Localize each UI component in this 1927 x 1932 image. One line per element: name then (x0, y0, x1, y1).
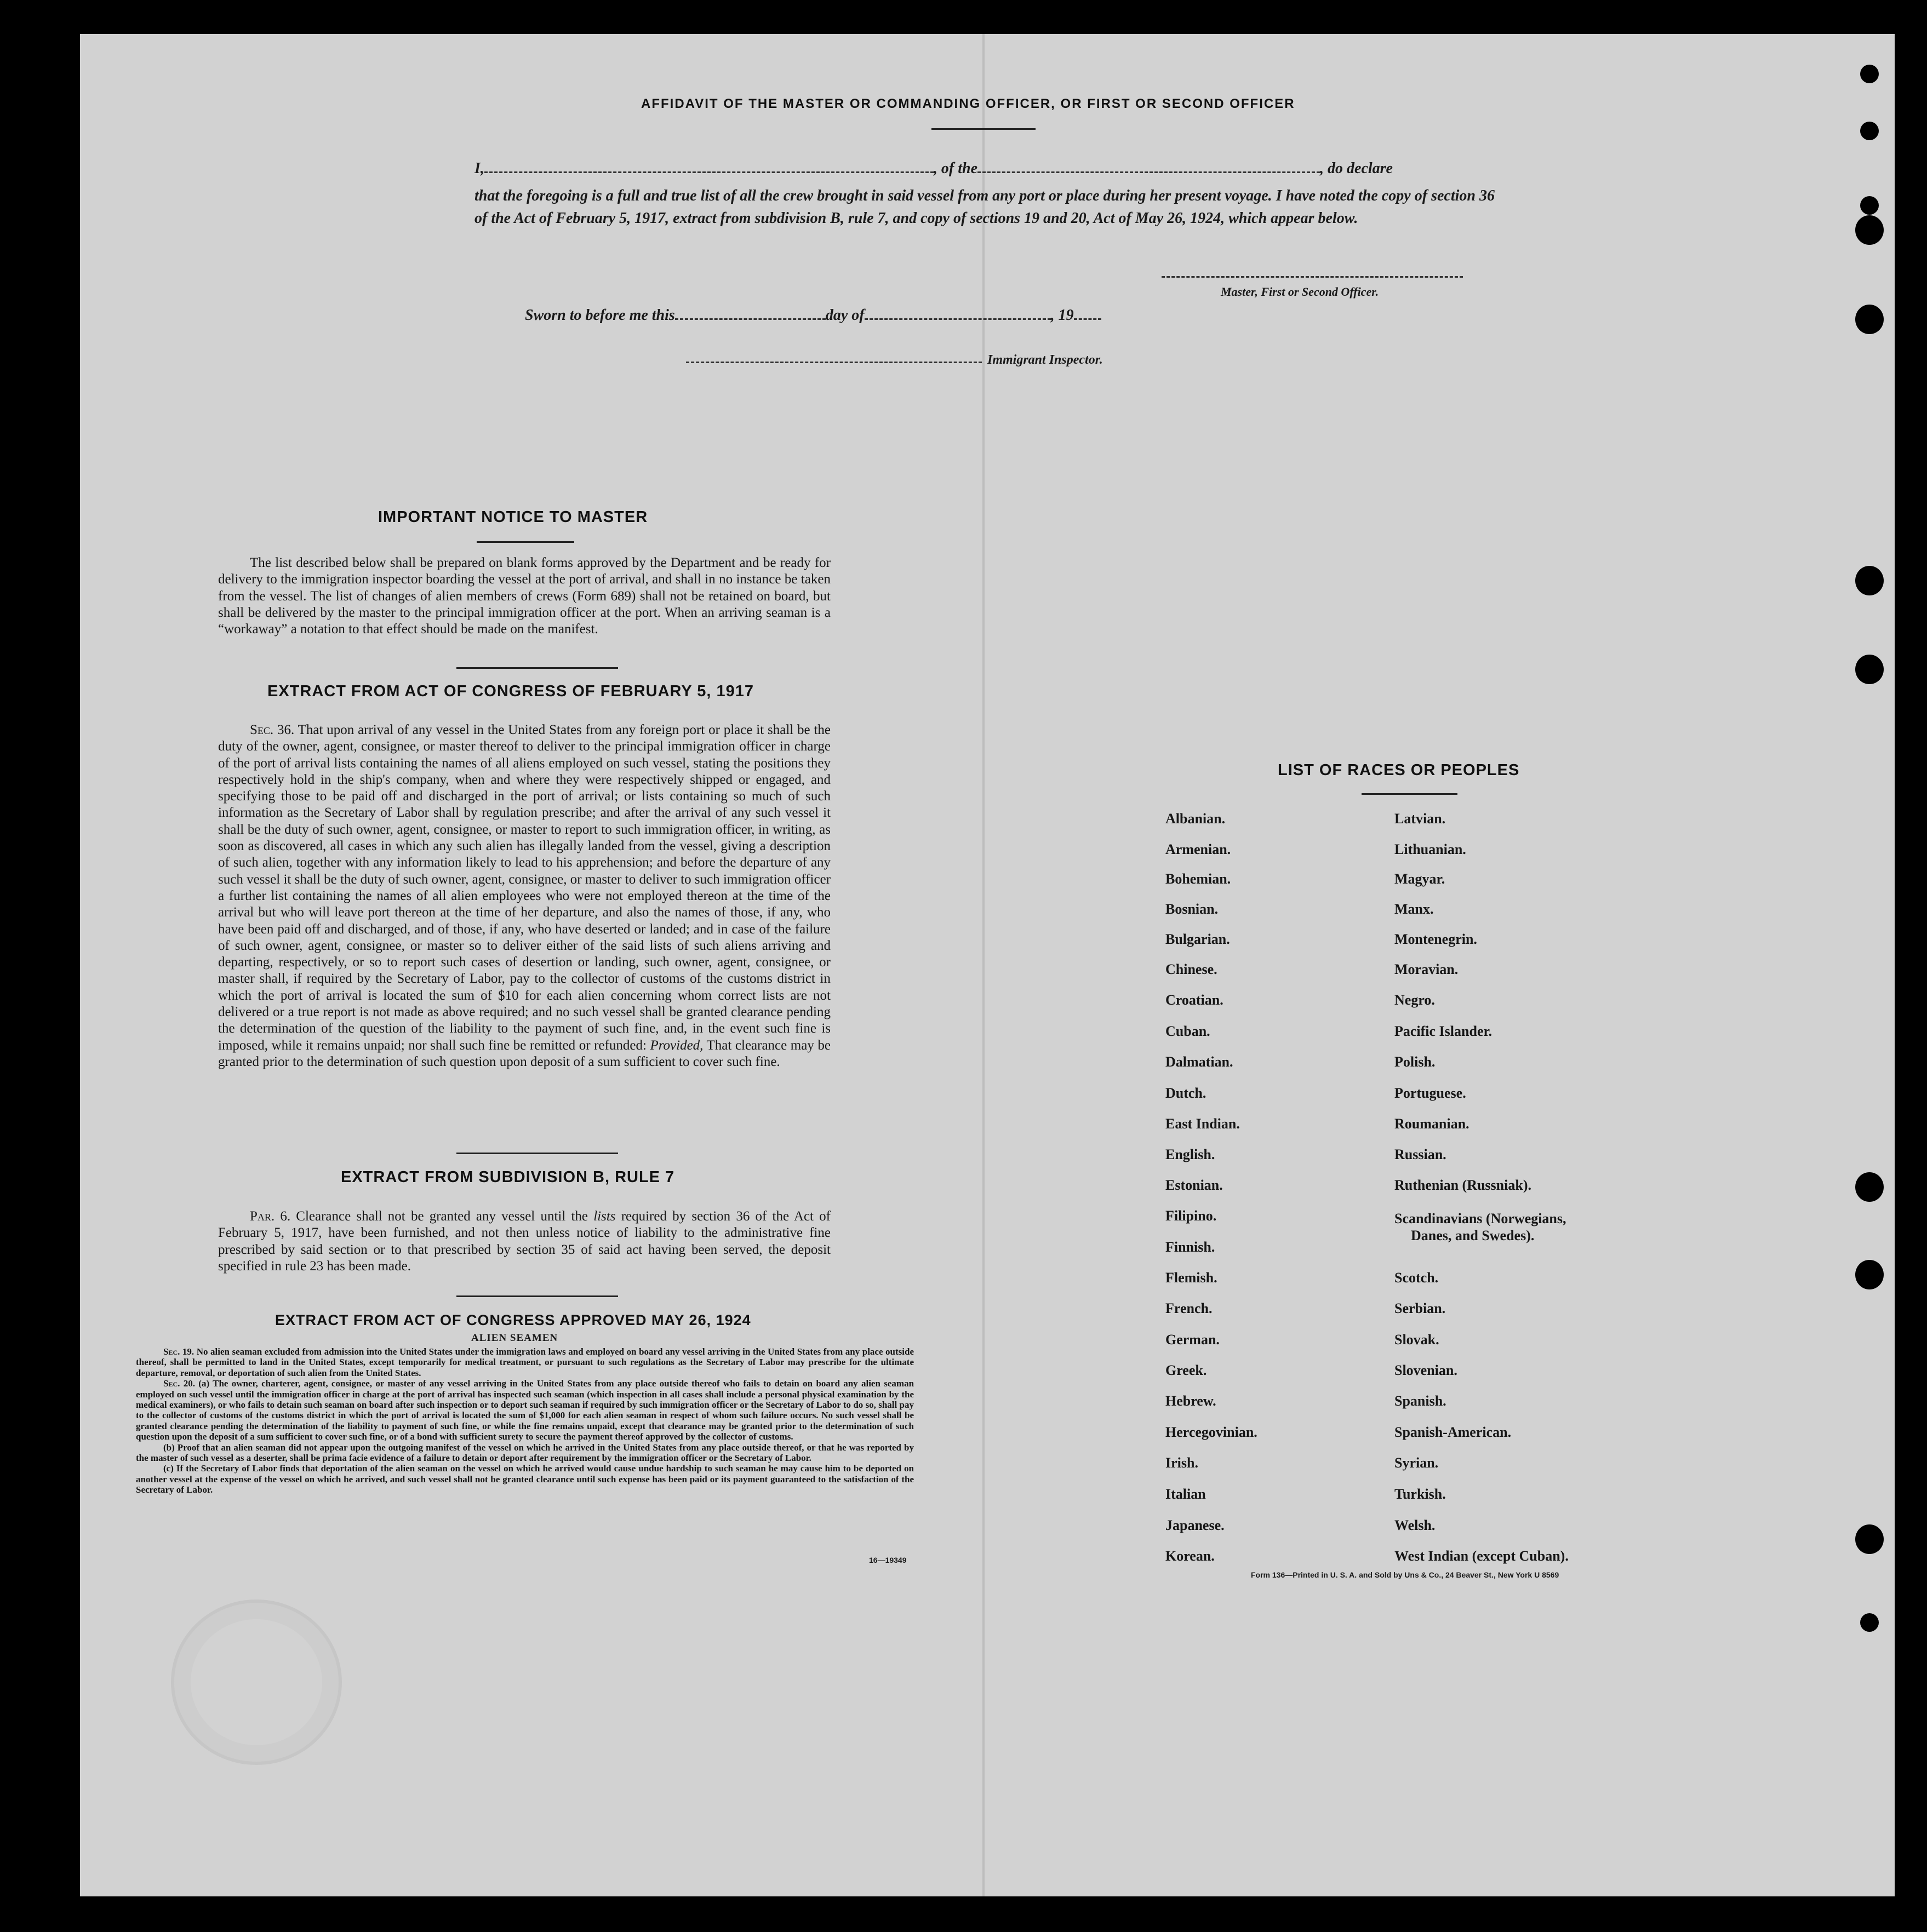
form-code: 16—19349 (869, 1556, 907, 1564)
name-blank (484, 171, 934, 173)
declaration-end: , do declare (1320, 160, 1393, 177)
binder-hole (1860, 196, 1879, 215)
section-36-text (218, 722, 831, 1070)
notice-body: The list described below shall be prepared on blank forms approved by the Department and be ready for delivery to the immigration inspector boarding the vessel at the port of arrival, and shall in no instance be taken from the vessel. The list of changes of alien members of crews (Form 689) shall not be retained on board, but shall be delivered by the master to the principal immigration officer at the port. When an arriving seaman is a “workaway” a notation to that effect should be made on the manifest. (218, 555, 831, 637)
binder-hole (1855, 1260, 1884, 1289)
race-entry: Greek. (1165, 1362, 1207, 1378)
binder-hole (1855, 655, 1884, 684)
race-entry: Syrian. (1394, 1455, 1439, 1471)
race-entry: Hebrew. (1165, 1393, 1216, 1409)
inspector-label: Immigrant Inspector. (987, 353, 1103, 367)
form-print-line: Form 136—Printed in U. S. A. and Sold by Uns & Co., 24 Beaver St., New York U 8569 (1251, 1570, 1559, 1579)
inspector-blank (686, 362, 982, 363)
race-entry: Scandinavians (Norwegians, (1394, 1211, 1566, 1226)
race-entry: Japanese. (1165, 1517, 1225, 1533)
declaration-line (474, 160, 1495, 177)
sworn-year: , 19 (1050, 307, 1074, 324)
heading-rule (1362, 793, 1457, 795)
section-20b: (b) Proof that an alien seaman did not appear upon the outgoing manifest of the vessel on which he arrived in the United States from any place outside thereof, or that he was reported by the master of such vessel as a deserter, shall be prima facie evidence of a failure to detain or deport after requirement by the immigration officer or the Secretary of Labor. (136, 1442, 914, 1464)
sworn-day: day of (825, 307, 865, 324)
paragraph-6-label: Par. 6. (250, 1209, 291, 1224)
section-19-body: No alien seaman excluded from admission into the United States under the immigration laws and employed on board any vessel arriving in the United States from any place outside thereof, shall be permitted to land in the United States, except temporarily for medical treatment, or pursuant to such regulations as the Secretary of Labor may prescribe for the ultimate departure, removal, or deportation of such alien from the United States. (136, 1346, 914, 1378)
race-entry: Cuban. (1165, 1023, 1210, 1039)
binder-hole (1855, 1172, 1884, 1202)
race-entry: Armenian. (1165, 841, 1231, 857)
race-entry: Irish. (1165, 1455, 1198, 1471)
race-entry: Dalmatian. (1165, 1054, 1233, 1070)
section-rule (456, 1153, 618, 1154)
binder-hole (1855, 305, 1884, 334)
race-entry: Bulgarian. (1165, 931, 1230, 947)
race-entry: Welsh. (1394, 1517, 1436, 1533)
rule-7-text (218, 1208, 831, 1275)
race-entry: East Indian. (1165, 1116, 1240, 1132)
race-entry: Portuguese. (1394, 1085, 1466, 1101)
section-rule (456, 1295, 618, 1297)
race-entry: Chinese. (1165, 961, 1217, 977)
rule-7-body-a: Clearance shall not be granted any vessel until the (296, 1209, 588, 1224)
section-20a: (a) The owner, charterer, agent, consignee, or master of any vessel arriving in the United States from any place outside thereof who fails to detain on board any alien seaman employed on such vessel until the immigration officer in charge at the port of arrival has inspected such seaman (which inspection in all cases shall include a personal physical examination by the medical examiners), or who fails to detain such seaman on board after such inspection or to deport such seaman if required by such immigration officer or the Secretary of Labor to do so, shall pay to the collector of customs of the customs district in which the port of arrival is located the sum of $1,000 for each alien seaman in respect of whom such failure occurs. No such vessel shall be granted clearance pending the determination of the liability to payment of such fine, or while the fine remains unpaid, except that clearance may be granted prior to the determination of such question upon the deposit of a sum sufficient to cover such fine, or of a bond with sufficient surety to secure the payment thereof approved by the collector of customs. (136, 1378, 914, 1442)
race-entry: Lithuanian. (1394, 841, 1466, 857)
race-entry: Pacific Islander. (1394, 1023, 1493, 1039)
embossed-seal (171, 1600, 342, 1765)
declaration-body: that the foregoing is a full and true list of all the crew brought in said vessel from any port or place during her present voyage. I have noted the copy of section 36 of the Act of February 5, 1917, extract from subdivision B, rule 7, and copy of sections 19 and 20, Act of May 26, 1924, which appear below. (474, 187, 1495, 227)
rule-7-body-b: required by section 36 of the Act of February 5, 1917, have been furnished, and not then unless notice of liability to the administrative fine prescribed by said section or to that prescribed by section 35 of said act having been served, the deposit specified in rule 23 has been made. (218, 1209, 831, 1274)
race-entry: Slovak. (1394, 1332, 1439, 1348)
declaration-mid: , of the (933, 160, 978, 177)
race-entry: Russian. (1394, 1146, 1446, 1162)
race-entry: Slovenian. (1394, 1362, 1457, 1378)
race-entry: English. (1165, 1146, 1215, 1162)
vessel-blank (977, 171, 1320, 173)
race-entry: Latvian. (1394, 811, 1446, 827)
race-entry: Filipino. (1165, 1208, 1217, 1224)
year-blank (1074, 318, 1101, 320)
race-entry: West Indian (except Cuban). (1394, 1548, 1569, 1564)
race-entry: Roumanian. (1394, 1116, 1469, 1132)
binder-hole (1855, 566, 1884, 595)
race-entry: Bohemian. (1165, 871, 1231, 887)
race-entry: Montenegrin. (1394, 931, 1477, 947)
race-entry: Moravian. (1394, 961, 1459, 977)
month-blank (865, 318, 1051, 320)
notice-heading: IMPORTANT NOTICE TO MASTER (378, 508, 648, 526)
race-entry: Scotch. (1394, 1270, 1439, 1286)
race-entry: Italian (1165, 1486, 1206, 1502)
race-entry: German. (1165, 1332, 1220, 1348)
race-entry: Spanish-American. (1394, 1424, 1512, 1440)
alien-seamen-subheading: ALIEN SEAMEN (471, 1332, 558, 1344)
sections-19-20 (136, 1346, 914, 1495)
race-entry: Estonian. (1165, 1177, 1223, 1193)
race-entry: Danes, and Swedes). (1411, 1228, 1535, 1243)
race-entry: Croatian. (1165, 992, 1223, 1008)
extract-1917-heading: EXTRACT FROM ACT OF CONGRESS OF FEBRUARY 5, 1917 (267, 683, 754, 700)
section-36-label: Sec. 36. (250, 723, 295, 737)
race-entry: Flemish. (1165, 1270, 1217, 1286)
proviso-word: Provided, (650, 1037, 704, 1053)
race-entry: Spanish. (1394, 1393, 1446, 1409)
section-36-body: That upon arrival of any vessel in the United States from any foreign port or place it shall be the duty of the owner, agent, consignee, or master thereof to deliver to the principal immigration officer in charge of the port of arrival lists containing the names of all aliens employed on such vessel, stating the positions they respectively hold in the ship's company, when and where they were respectively shipped or engaged, and specifying those to be paid off and discharged in the port of arrival; or lists containing so much of such information as the Secretary of Labor shall by regulation prescribe; and after the arrival of any such vessel it shall be the duty of such owner, agent, consignee, or master to report to such immigration officer, in writing, as soon as discovered, all cases in which any such alien has illegally landed from the vessel, giving a description of such alien, together with any information likely to lead to his apprehension; and before the departure of any such vessel it shall be the duty of such owner, agent, consignee, or master to deliver to such immigration officer a further list containing the names of all alien employees who were not employed thereon at the time of the arrival but who will leave port thereon at the time of her departure, and also the names of those, if any, who have been paid off and discharged, and of those, if any, who have deserted or landed; and in case of the failure of such owner, agent, consignee, or master so to deliver either of the said lists of such aliens arriving and departing, respectively, or so to report such cases of desertion or landing, such owner, agent, consignee, or master shall, if required by the Secretary of Labor, pay to the collector of customs of the customs district in which the port of arrival is located the sum of $10 for each alien concerning whom correct lists are not delivered or a true report is not made as above required; and no such vessel shall be granted clearance pending the determination of the question of the liability to the payment of such fine, and, in the event such fine is imposed, while it remains unpaid; nor shall such fine be remitted or refunded: (218, 723, 831, 1053)
race-entry: Albanian. (1165, 811, 1226, 827)
binder-hole (1860, 122, 1879, 140)
sworn-line (525, 307, 1101, 324)
signature-label: Master, First or Second Officer. (1221, 285, 1379, 299)
section-19-label: Sec. 19. (163, 1346, 195, 1357)
race-entry: Korean. (1165, 1548, 1215, 1564)
race-entry: Ruthenian (Russniak). (1394, 1177, 1531, 1193)
race-entry: French. (1165, 1300, 1213, 1316)
race-entry: Turkish. (1394, 1486, 1446, 1502)
race-entry: Manx. (1394, 901, 1434, 917)
signature-blank (1162, 276, 1463, 278)
affidavit-heading: AFFIDAVIT OF THE MASTER OR COMMANDING OFFICER, OR FIRST OR SECOND OFFICER (641, 96, 1295, 111)
proviso-rest: That clearance may be granted prior to the determination of such question upon deposit of a sum sufficient to cover such fine. (218, 1037, 831, 1069)
extract-1924-heading: EXTRACT FROM ACT OF CONGRESS APPROVED MAY 26, 1924 (275, 1312, 751, 1328)
declaration-start: I, (474, 160, 484, 177)
section-rule (456, 667, 618, 669)
day-blank (675, 318, 826, 320)
binder-hole (1855, 215, 1884, 245)
race-entry: Polish. (1394, 1054, 1436, 1070)
race-entry: Negro. (1394, 992, 1435, 1008)
section-20-label: Sec. 20. (163, 1378, 195, 1389)
binder-hole (1855, 1524, 1884, 1554)
race-entry: Bosnian. (1165, 901, 1219, 917)
race-entry: Magyar. (1394, 871, 1445, 887)
heading-rule (477, 541, 574, 543)
lists-word: lists (593, 1209, 616, 1224)
binder-hole (1860, 65, 1879, 83)
sworn-start: Sworn to before me this (525, 307, 675, 324)
race-entry: Finnish. (1165, 1239, 1215, 1255)
race-entry: Hercegovinian. (1165, 1424, 1257, 1440)
binder-hole (1860, 1613, 1879, 1632)
race-entry: Dutch. (1165, 1085, 1206, 1101)
race-entry: Serbian. (1394, 1300, 1446, 1316)
rule-7-heading: EXTRACT FROM SUBDIVISION B, RULE 7 (341, 1168, 675, 1186)
section-20c: (c) If the Secretary of Labor finds that deportation of the alien seaman on the vessel on which he arrived would cause undue hardship to such seaman he may cause him to be deported on another vessel at the expense of the vessel on which he arrived, and such vessel shall not be granted clearance until such expense has been paid or its payment guaranteed to the satisfaction of the Secretary of Labor. (136, 1463, 914, 1495)
races-heading: LIST OF RACES OR PEOPLES (1278, 761, 1520, 779)
heading-rule (931, 128, 1036, 130)
